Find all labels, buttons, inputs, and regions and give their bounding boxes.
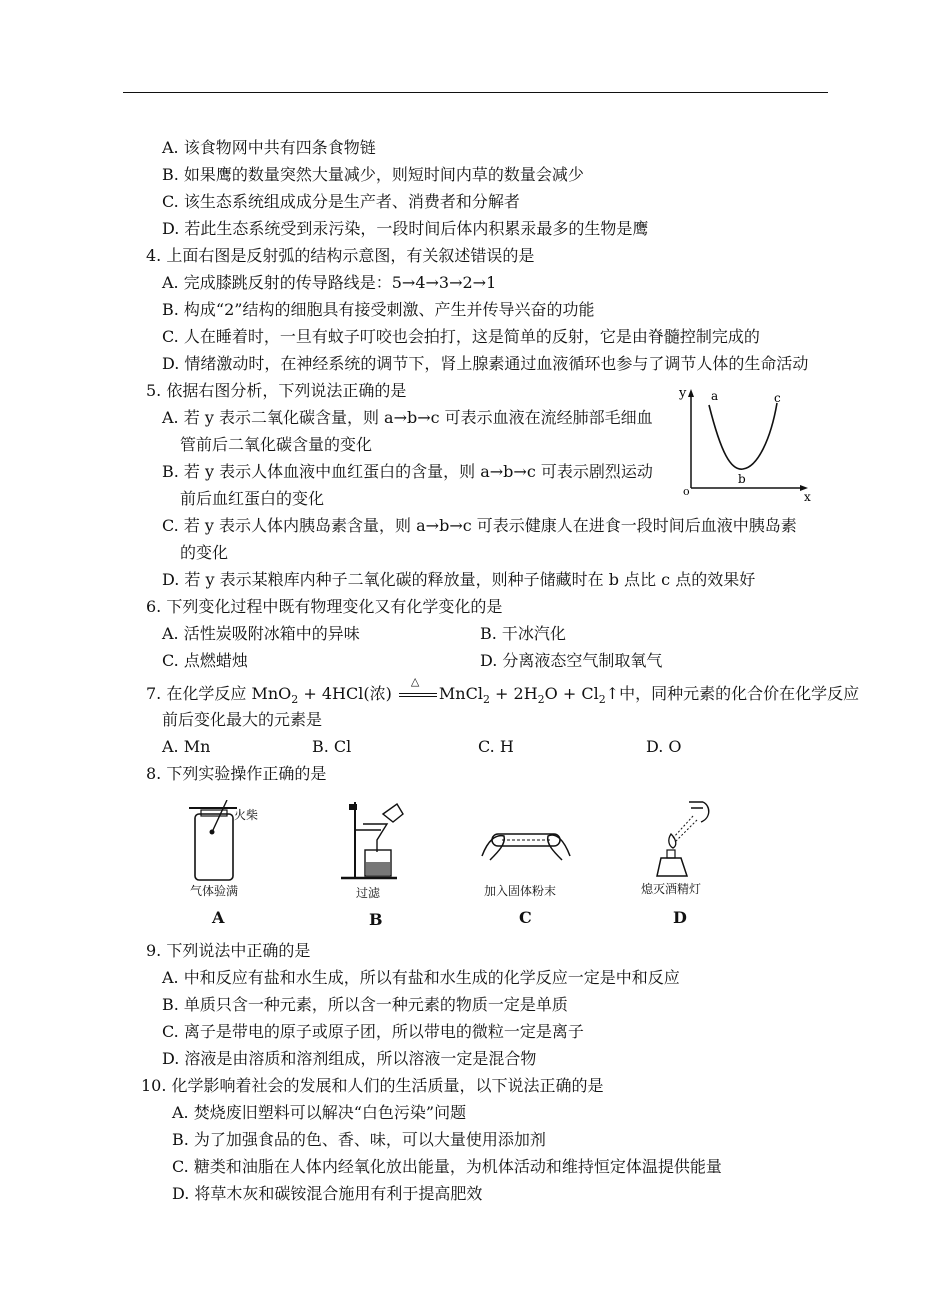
q8-figure-c xyxy=(478,820,574,870)
q7-stem-prefix: 7. 在化学反应 MnO xyxy=(146,684,292,703)
q3-option-d: D. 若此生态系统受到汞污染，一段时间后体内积累汞最多的生物是鹰 xyxy=(162,219,649,238)
q9-option-a: A. 中和反应有盐和水生成，所以有盐和水生成的化学反应一定是中和反应 xyxy=(162,968,680,987)
q10-option-b: B. 为了加强食品的色、香、味，可以大量使用添加剂 xyxy=(172,1130,546,1149)
q7-h2o-b: O + Cl xyxy=(544,684,599,703)
q8-figure-a-tag: 火柴 xyxy=(234,808,259,822)
q10-stem: 10. 化学影响着社会的发展和人们的生活质量，以下说法正确的是 xyxy=(141,1076,604,1095)
q9-option-b: B. 单质只含一种元素，所以含一种元素的物质一定是单质 xyxy=(162,995,568,1014)
q8-stem: 8. 下列实验操作正确的是 xyxy=(146,764,327,783)
q9-option-d: D. 溶液是由溶质和溶剂组成，所以溶液一定是混合物 xyxy=(162,1049,537,1068)
q5-option-d: D. 若 y 表示某粮库内种子二氧化碳的释放量，则种子储藏时在 b 点比 c 点的效果好 xyxy=(162,570,756,589)
q4-option-b: B. 构成“2”结构的细胞具有接受刺激、产生并传导兴奋的功能 xyxy=(162,300,595,319)
q8-figure-b xyxy=(335,800,410,882)
q5-graph-y-arrow xyxy=(688,389,694,397)
q7-option-b: B. Cl xyxy=(312,737,352,756)
q3-option-a: A. 该食物网中共有四条食物链 xyxy=(162,138,376,157)
q6-option-d: D. 分离液态空气制取氧气 xyxy=(480,651,663,670)
q5-graph-point-b: b xyxy=(738,472,746,486)
q8-figure-a-letter: A xyxy=(212,908,225,927)
q8-figure-d xyxy=(645,798,715,880)
header-rule xyxy=(123,92,828,93)
q9-option-c: C. 离子是带电的原子或原子团，所以带电的微粒一定是离子 xyxy=(162,1022,584,1041)
q5-graph-point-a: a xyxy=(711,389,719,403)
q7-option-d: D. O xyxy=(646,737,682,756)
q7-hcl: + 4HCl(浓) xyxy=(298,684,392,703)
q7-option-c: C. H xyxy=(478,737,514,756)
q8-figure-b-letter: B xyxy=(369,910,383,929)
q7-heat-symbol: △ xyxy=(410,675,420,688)
q7-sub: 2 xyxy=(291,693,299,707)
q7-sub: 2 xyxy=(598,693,606,707)
q3-option-b: B. 如果鹰的数量突然大量减少，则短时间内草的数量会减少 xyxy=(162,165,584,184)
q7-option-a: A. Mn xyxy=(162,737,211,756)
q5-graph-curve xyxy=(709,403,777,469)
q5-option-c-line2: 的变化 xyxy=(180,543,229,562)
q7-stem-line2: 前后变化最大的元素是 xyxy=(162,710,323,729)
q8-figure-c-letter: C xyxy=(519,908,532,927)
q5-option-a-line2: 管前后二氧化碳含量的变化 xyxy=(180,435,373,454)
q4-stem: 4. 上面右图是反射弧的结构示意图，有关叙述错误的是 xyxy=(146,246,535,265)
q5-graph xyxy=(676,383,816,503)
q4-option-c: C. 人在睡着时，一旦有蚊子叮咬也会拍打，这是简单的反射，它是由脊髓控制完成的 xyxy=(162,327,760,346)
q7-stem-suffix: ↑中，同种元素的化合价在化学反应 xyxy=(605,684,860,703)
q7-heat-arrow xyxy=(397,675,439,705)
q5-graph-origin: o xyxy=(683,485,690,498)
q7-sub: 2 xyxy=(537,693,545,707)
q7-mncl: MnCl xyxy=(438,684,483,703)
q6-option-b: B. 干冰汽化 xyxy=(480,624,566,643)
q7-h2o-a: + 2H xyxy=(489,684,538,703)
q7-sub: 2 xyxy=(482,693,490,707)
q5-option-c-line1: C. 若 y 表示人体内胰岛素含量，则 a→b→c 可表示健康人在进食一段时间后血液中胰岛素 xyxy=(162,516,797,535)
q5-stem: 5. 依据右图分析，下列说法正确的是 xyxy=(146,381,407,400)
q4-option-d: D. 情绪激动时，在神经系统的调节下，肾上腺素通过血液循环也参与了调节人体的生命活动 xyxy=(162,354,809,373)
q8-figure-a-caption: 气体验满 xyxy=(190,884,239,898)
q8-figure-d-letter: D xyxy=(673,908,687,927)
q6-option-c: C. 点燃蜡烛 xyxy=(162,651,248,670)
q8-figure-d-caption: 熄灭酒精灯 xyxy=(641,882,702,896)
q5-option-b-line2: 前后血红蛋白的变化 xyxy=(180,489,325,508)
q10-option-c: C. 糖类和油脂在人体内经氧化放出能量，为机体活动和维持恒定体温提供能量 xyxy=(172,1157,722,1176)
q4-option-a: A. 完成膝跳反射的传导路线是：5→4→3→2→1 xyxy=(162,273,497,292)
q7-stem xyxy=(146,675,860,711)
q3-option-c: C. 该生态系统组成成分是生产者、消费者和分解者 xyxy=(162,192,520,211)
q10-option-a: A. 焚烧废旧塑料可以解决“白色污染”问题 xyxy=(172,1103,467,1122)
q5-graph-x-label: x xyxy=(804,490,811,503)
q8-figure-b-caption: 过滤 xyxy=(356,886,381,900)
q6-option-a: A. 活性炭吸附冰箱中的异味 xyxy=(162,624,360,643)
q10-option-d: D. 将草木灰和碳铵混合施用有利于提高肥效 xyxy=(172,1184,483,1203)
q5-graph-y-label: y xyxy=(679,386,687,401)
q5-option-b-line1: B. 若 y 表示人体血液中血红蛋白的含量，则 a→b→c 可表示剧烈运动 xyxy=(162,462,653,481)
q6-stem: 6. 下列变化过程中既有物理变化又有化学变化的是 xyxy=(146,597,503,616)
q5-option-a-line1: A. 若 y 表示二氧化碳含量，则 a→b→c 可表示血液在流经肺部毛细血 xyxy=(162,408,653,427)
q5-graph-point-c: c xyxy=(774,391,781,405)
q8-figure-c-caption: 加入固体粉末 xyxy=(484,884,557,898)
q9-stem: 9. 下列说法中正确的是 xyxy=(146,941,311,960)
